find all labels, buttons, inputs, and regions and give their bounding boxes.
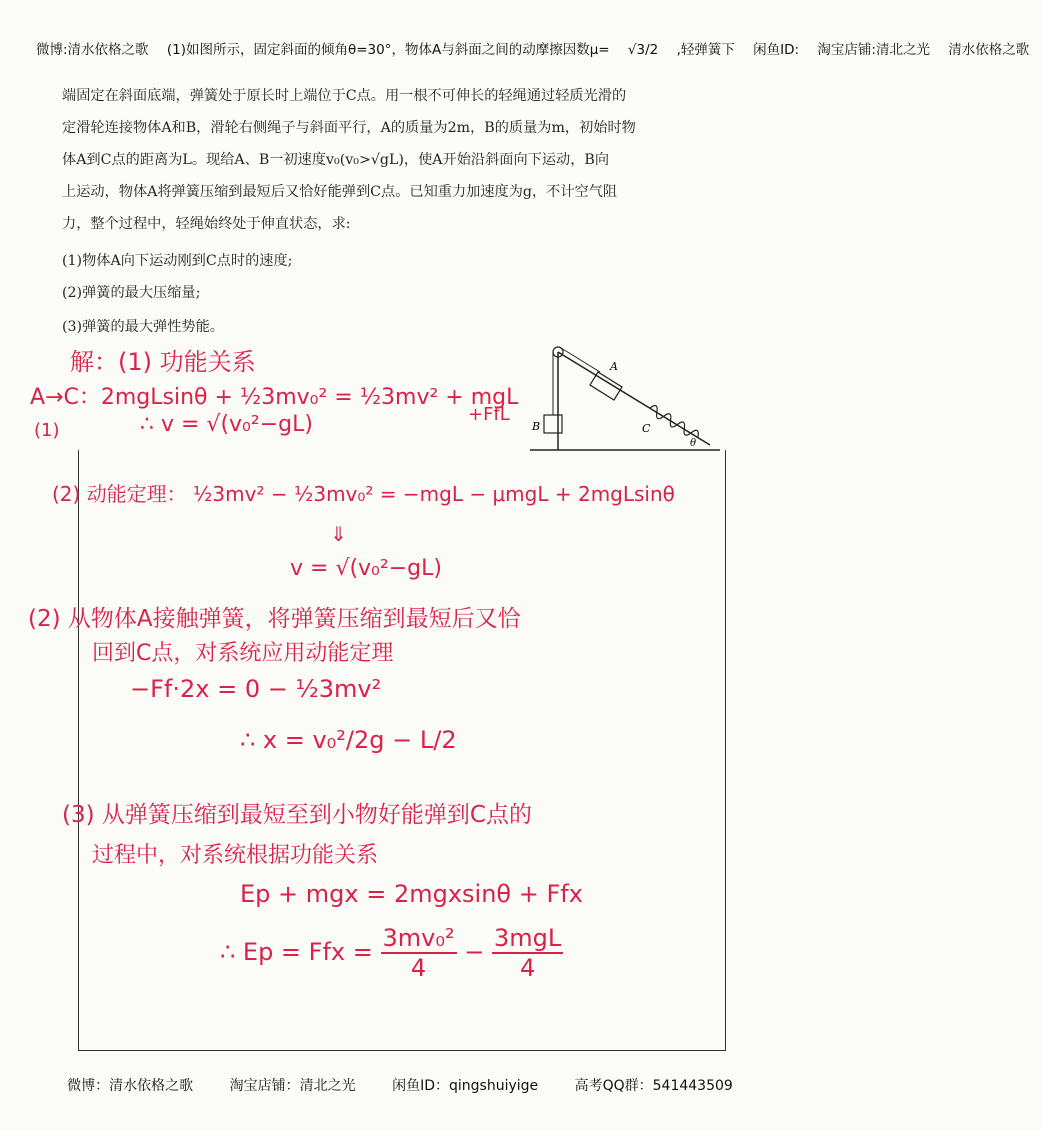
hw-fraction-2 xyxy=(492,924,563,982)
label-b: B xyxy=(532,420,541,433)
question-2: (2)弹簧的最大压缩量; xyxy=(62,285,201,301)
watermark-header xyxy=(36,38,1030,58)
hw-fraction-1-denominator: 4 xyxy=(410,954,427,982)
block-a xyxy=(590,372,622,400)
hw-result-ep xyxy=(220,924,563,982)
hw-fraction-1 xyxy=(381,924,457,982)
header-shop: 淘宝店铺:清北之光 xyxy=(817,42,930,58)
header-tail: ,轻弹簧下 xyxy=(676,42,735,58)
hw-mark-1: (1) xyxy=(34,420,60,441)
footer-shop: 淘宝店铺：清北之光 xyxy=(229,1078,356,1094)
hw-equation-1-friction: +FfL xyxy=(468,404,510,425)
incline-figure xyxy=(520,340,730,455)
header-weibo: 微博:清水依格之歌 xyxy=(36,42,149,58)
problem-text xyxy=(62,80,722,240)
hw-result-x: ∴ x = v₀²/2g − L/2 xyxy=(240,726,457,754)
hw-fraction-2-numerator: 3mgL xyxy=(493,924,562,952)
problem-line: 上运动，物体A将弹簧压缩到最短后又恰好能弹到C点。已知重力加速度为g，不计空气阻 xyxy=(62,184,618,200)
problem-line: 定滑轮连接物体A和B，滑轮右侧绳子与斜面平行，A的质量为2m，B的质量为m，初始时物 xyxy=(62,120,636,136)
header-problem-start: (1)如图所示，固定斜面的倾角θ=30°，物体A与斜面之间的动摩擦因数μ= xyxy=(166,42,610,58)
label-a: A xyxy=(610,360,618,373)
hw-equation-4: Ep + mgx = 2mgxsinθ + Ffx xyxy=(240,880,583,908)
hw-result-1: ∴ v = √(v₀²−gL) xyxy=(140,412,313,437)
label-c: C xyxy=(642,422,651,435)
question-1: (1)物体A向下运动刚到C点时的速度; xyxy=(62,253,293,269)
hw-fraction-2-denominator: 4 xyxy=(519,954,536,982)
hw-part2-line1: (2) 从物体A接触弹簧，将弹簧压缩到最短后又恰 xyxy=(28,606,521,632)
hw-solution-heading: 解：(1) 功能关系 xyxy=(70,348,256,376)
hw-equation-1: A→C：2mgLsinθ + ½3mv₀² = ½3mv² + mgL xyxy=(30,385,519,410)
problem-line: 体A到C点的距离为L。现给A、B一初速度v₀(v₀>√gL)，使A开始沿斜面向下运动，B向 xyxy=(62,152,610,168)
label-theta: θ xyxy=(690,438,697,449)
problem-line: 力，整个过程中，轻绳始终处于伸直状态，求: xyxy=(62,216,351,232)
footer-qq: 高考QQ群：541443509 xyxy=(574,1078,733,1094)
hw-part3-line2: 过程中，对系统根据功能关系 xyxy=(92,843,379,868)
hw-equation-2: (2) 动能定理： ½3mv² − ½3mv₀² = −mgL − μmgL + 2mgLsinθ xyxy=(52,482,675,506)
rope-right xyxy=(561,348,600,372)
hw-part2-line2: 回到C点，对系统应用动能定理 xyxy=(92,641,394,666)
footer-xianyu: 闲鱼ID：qingshuiyige xyxy=(392,1078,539,1094)
footer-weibo: 微博：清水依格之歌 xyxy=(67,1078,194,1094)
hw-minus: − xyxy=(464,938,485,966)
hw-part3-line1: (3) 从弹簧压缩到最短至到小物好能弹到C点的 xyxy=(62,802,532,828)
header-mu: √3/2 xyxy=(627,42,659,58)
hw-equation-3: −Ff·2x = 0 − ½3mv² xyxy=(130,675,382,703)
hw-arrow: ⇓ xyxy=(330,522,347,546)
header-song: 清水依格之歌 xyxy=(948,42,1030,58)
problem-line: 端固定在斜面底端，弹簧处于原长时上端位于C点。用一根不可伸长的轻绳通过轻质光滑的 xyxy=(62,88,627,104)
hw-fraction-1-numerator: 3mv₀² xyxy=(382,924,455,952)
header-xianyu: 闲鱼ID: xyxy=(753,42,800,58)
incline-surface xyxy=(558,352,710,445)
block-b xyxy=(544,415,562,433)
hw-result-2: v = √(v₀²−gL) xyxy=(290,556,442,581)
watermark-footer xyxy=(0,1075,800,1095)
hw-ep-prefix: ∴ Ep = Ffx = xyxy=(220,938,373,966)
question-3: (3)弹簧的最大弹性势能。 xyxy=(62,319,224,335)
